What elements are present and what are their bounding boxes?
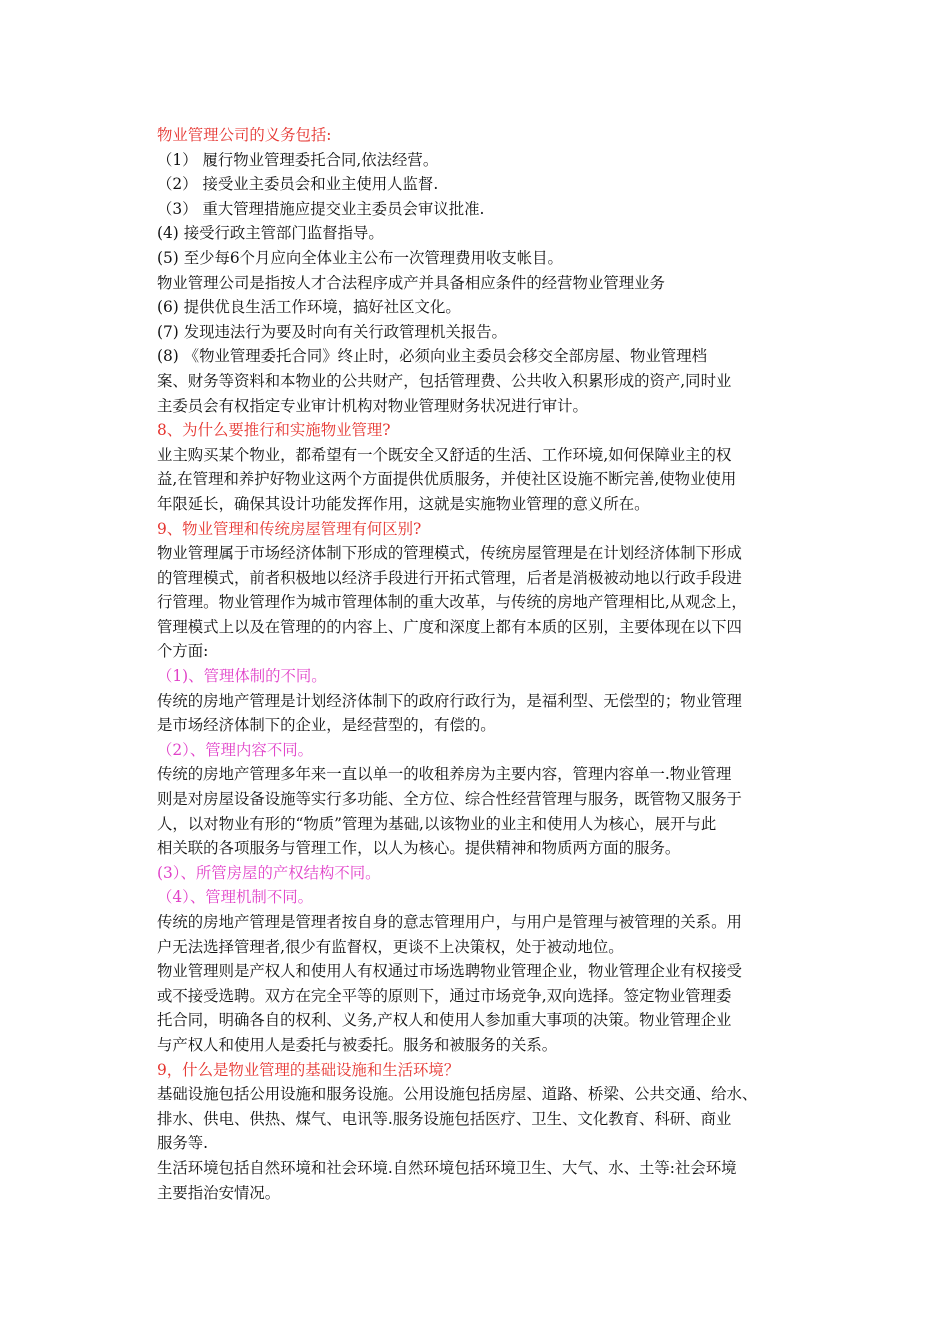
text-line: 物业管理属于市场经济体制下形成的管理模式，传统房屋管理是在计划经济体制下形成 [157,544,742,563]
text-line: (8) 《物业管理委托合同》终止时，必须向业主委员会移交全部房屋、物业管理档 [157,347,707,366]
text-line: 户无法选择管理者,很少有监督权，更谈不上决策权，处于被动地位。 [157,937,624,956]
text-line: (5) 至少每6个月应向全体业主公布一次管理费用收支帐目。 [157,248,563,267]
text-line: 物业管理公司是指按人才合法程序成产并具备相应条件的经营物业管理业务 [157,273,665,292]
document-body [157,123,797,1205]
subsection-heading: （4）、管理机制不同。 [157,888,313,907]
text-line: 人，以对物业有形的“物质”管理为基础,以该物业的业主和使用人为核心，展开与此 [157,814,717,833]
text-line: （3） 重大管理措施应提交业主委员会审议批准. [157,199,485,218]
text-line: 是市场经济体制下的企业，是经营型的，有偿的。 [157,716,496,735]
subsection-heading: （2）、管理内容不同。 [157,740,313,759]
text-line: 服务等. [157,1134,209,1153]
text-line: 排水、供电、供热、煤气、电讯等.服务设施包括医疗、卫生、文化教育、科研、商业 [157,1109,732,1128]
text-line: 案、财务等资料和本物业的公共财产，包括管理费、公共收入积累形成的资产,同时业 [157,371,732,390]
section-heading: 8、为什么要推行和实施物业管理? [157,421,391,440]
text-line: (7) 发现违法行为要及时向有关行政管理机关报告。 [157,322,507,341]
subsection-heading: （1)、管理体制的不同。 [157,667,327,686]
section-heading: 9，什么是物业管理的基础设施和生活环境？ [157,1060,460,1079]
text-line: 业主购买某个物业，都希望有一个既安全又舒适的生活、工作环境,如何保障业主的权 [157,445,732,464]
text-line: 行管理。物业管理作为城市管理体制的重大改革，与传统的房地产管理相比,从观念上， [157,593,747,612]
text-line: 物业管理则是产权人和使用人有权通过市场选聘物业管理企业，物业管理企业有权接受 [157,962,742,981]
section-heading: 9、物业管理和传统房屋管理有何区别? [157,519,422,538]
text-line: 主委员会有权指定专业审计机构对物业管理财务状况进行审计。 [157,396,588,415]
text-line: 主要指治安情况。 [157,1183,281,1202]
text-line: 托合同，明确各自的权利、义务,产权人和使用人参加重大事项的决策。物业管理企业 [157,1011,732,1030]
text-line: （1） 履行物业管理委托合同,依法经营。 [157,150,439,169]
text-line: （2） 接受业主委员会和业主使用人监督. [157,175,439,194]
text-line: 年限延长，确保其设计功能发挥作用，这就是实施物业管理的意义所在。 [157,494,650,513]
text-line: 或不接受选聘。双方在完全平等的原则下，通过市场竞争,双向选择。签定物业管理委 [157,986,732,1005]
text-line: 相关联的各项服务与管理工作，以人为核心。提供精神和物质两方面的服务。 [157,839,681,858]
text-line: 基础设施包括公用设施和服务设施。公用设施包括房屋、道路、桥梁、公共交通、给水、 [157,1085,758,1104]
text-line: 个方面: [157,642,209,661]
text-line: (6) 提供优良生活工作环境，搞好社区文化。 [157,298,461,317]
subsection-heading: (3）、所管房屋的产权结构不同。 [157,863,381,882]
text-line: 传统的房地产管理是计划经济体制下的政府行政行为，是福利型、无偿型的；物业管理 [157,691,742,710]
text-line: 益,在管理和养护好物业这两个方面提供优质服务，并使社区设施不断完善,使物业使用 [157,470,737,489]
section-heading: 物业管理公司的义务包括: [157,126,332,144]
text-line: 管理模式上以及在管理的的内容上、广度和深度上都有本质的区别，主要体现在以下四 [157,617,742,636]
text-line: 传统的房地产管理是管理者按自身的意志管理用户，与用户是管理与被管理的关系。用 [157,913,742,931]
text-line: 生活环境包括自然环境和社会环境.自然环境包括环境卫生、大气、水、土等:社会环境 [157,1158,737,1177]
text-line: 则是对房屋设备设施等实行多功能、全方位、综合性经营管理与服务，既管物又服务于 [157,790,742,809]
text-line: 传统的房地产管理多年来一直以单一的收租养房为主要内容，管理内容单一.物业管理 [157,765,732,784]
text-line: (4) 接受行政主管部门监督指导。 [157,224,384,243]
text-line: 的管理模式，前者积极地以经济手段进行开拓式管理，后者是消极被动地以行政手段进 [157,568,742,587]
text-line: 与产权人和使用人是委托与被委托。服务和被服务的关系。 [157,1035,558,1054]
